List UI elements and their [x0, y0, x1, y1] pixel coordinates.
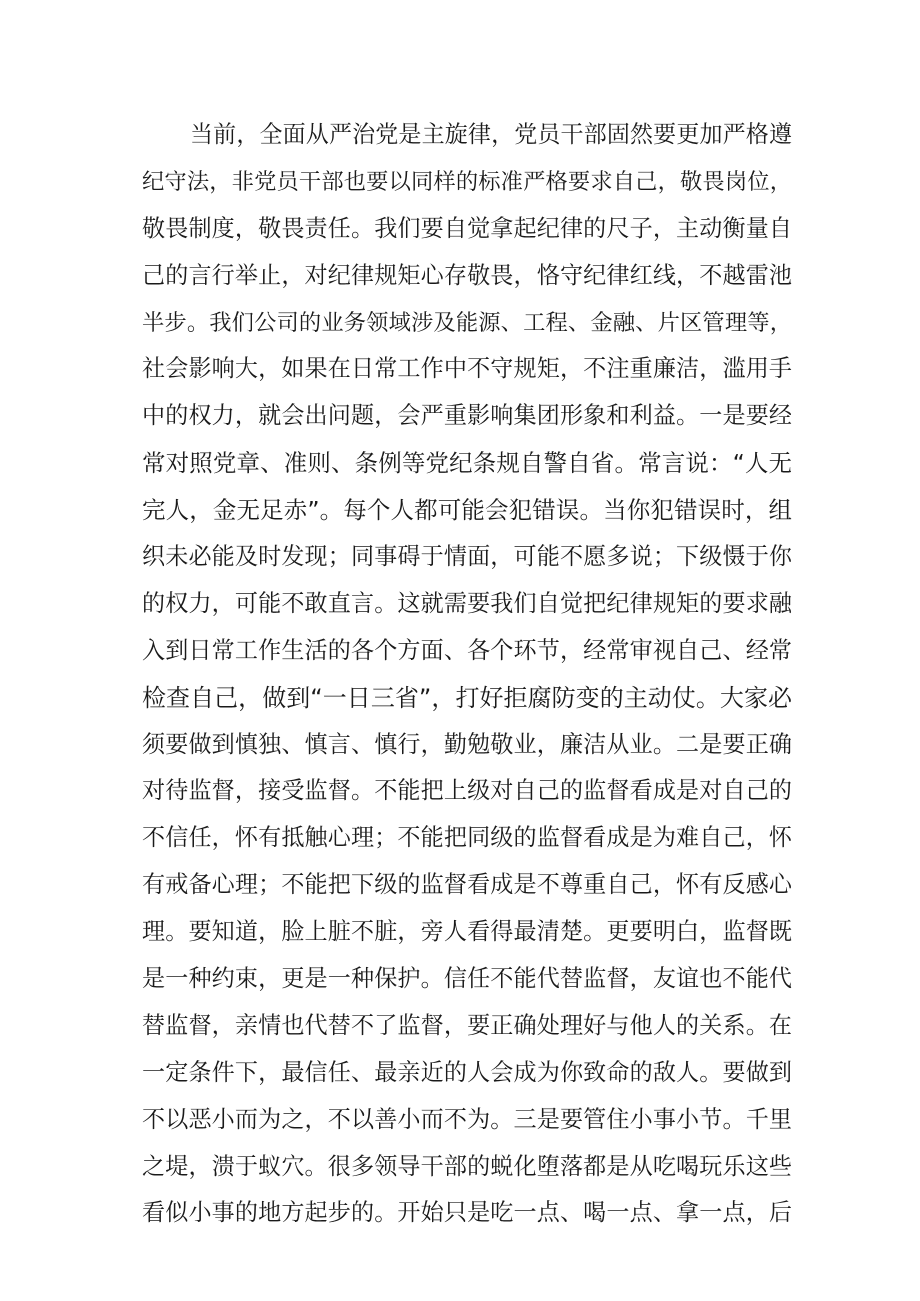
text-line: 之堤，溃于蚁穴。很多领导干部的蜕化堕落都是从吃喝玩乐这些 [142, 1153, 792, 1180]
text-line: 不信任，怀有抵触心理；不能把同级的监督看成是为难自己，怀 [142, 825, 792, 852]
text-line: 社会影响大，如果在日常工作中不守规矩，不注重廉洁，滥用手 [142, 356, 792, 383]
text-line: 对待监督，接受监督。不能把上级对自己的监督看成是对自己的 [142, 778, 792, 805]
text-line: 半步。我们公司的业务领域涉及能源、工程、金融、片区管理等， [142, 309, 792, 336]
text-line: 看似小事的地方起步的。开始只是吃一点、喝一点、拿一点，后 [142, 1200, 792, 1227]
text-line: 纪守法，非党员干部也要以同样的标准严格要求自己，敬畏岗位， [142, 168, 792, 195]
text-line: 不以恶小而为之，不以善小而不为。三是要管住小事小节。千里 [142, 1106, 792, 1133]
text-line: 的权力，可能不敢直言。这就需要我们自觉把纪律规矩的要求融 [142, 590, 792, 617]
text-line: 替监督，亲情也代替不了监督，要正确处理好与他人的关系。在 [142, 1012, 792, 1039]
text-line: 有戒备心理；不能把下级的监督看成是不尊重自己，怀有反感心 [142, 872, 792, 899]
text-line: 理。要知道，脸上脏不脏，旁人看得最清楚。更要明白，监督既 [142, 919, 792, 946]
text-line: 入到日常工作生活的各个方面、各个环节，经常审视自己、经常 [142, 637, 792, 664]
text-line: 须要做到慎独、慎言、慎行，勤勉敬业，廉洁从业。二是要正确 [142, 731, 792, 758]
text-line: 一定条件下，最信任、最亲近的人会成为你致命的敌人。要做到 [142, 1059, 792, 1086]
text-line: 敬畏制度，敬畏责任。我们要自觉拿起纪律的尺子，主动衡量自 [142, 215, 792, 242]
text-line: 完人，金无足赤”。每个人都可能会犯错误。当你犯错误时，组 [142, 496, 792, 525]
text-line: 己的言行举止，对纪律规矩心存敬畏，恪守纪律红线，不越雷池 [142, 262, 792, 289]
text-line: 是一种约束，更是一种保护。信任不能代替监督，友谊也不能代 [142, 966, 792, 993]
text-line: 检查自己，做到“一日三省”，打好拒腐防变的主动仗。大家必 [142, 683, 792, 712]
text-line: 织未必能及时发现；同事碍于情面，可能不愿多说；下级慑于你 [142, 544, 792, 571]
text-line: 当前，全面从严治党是主旋律，党员干部固然要更加严格遵 [190, 122, 792, 148]
text-line: 常对照党章、准则、条例等党纪条规自警自省。常言说：“人无 [142, 449, 792, 478]
body-paragraph [142, 112, 792, 1237]
text-line: 中的权力，就会出问题，会严重影响集团形象和利益。一是要经 [142, 403, 792, 430]
